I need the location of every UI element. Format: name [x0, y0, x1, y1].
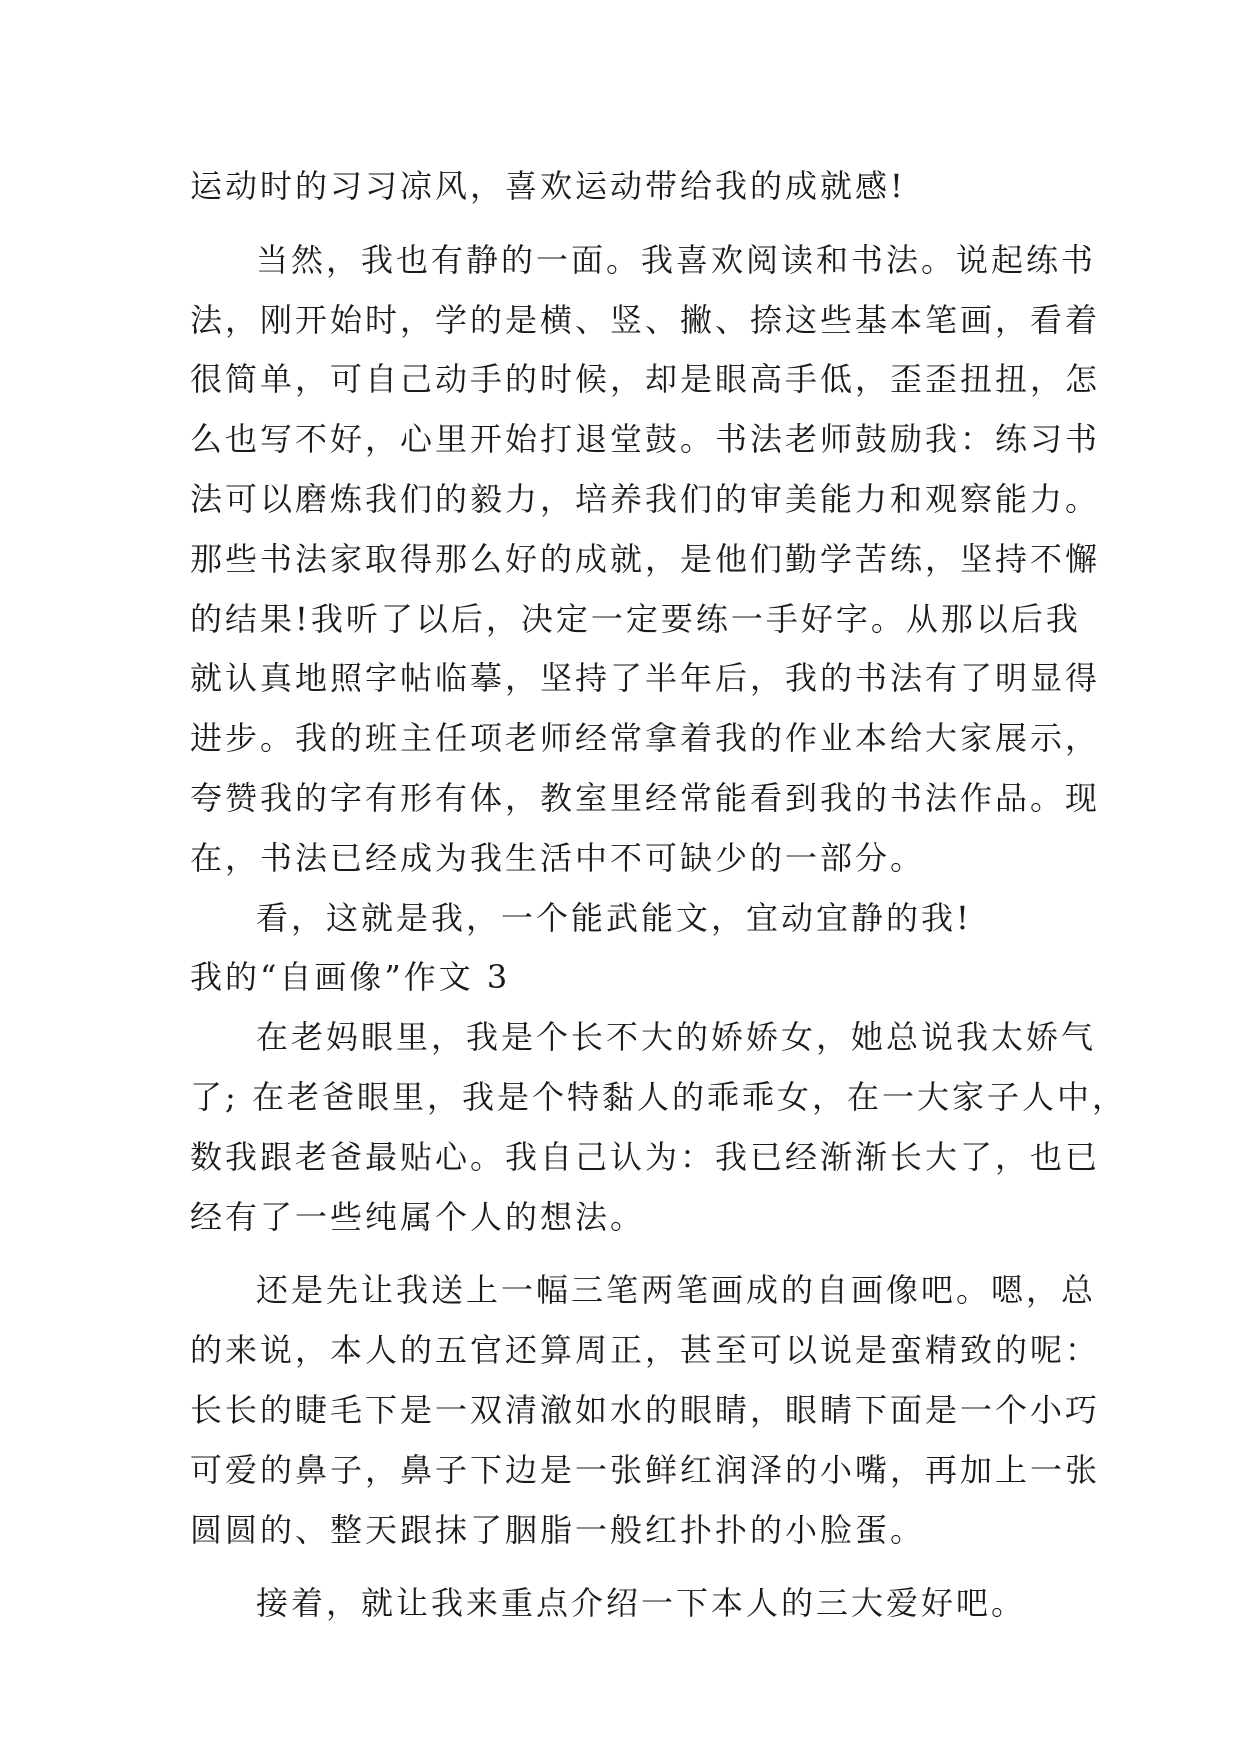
text-line: 运动时的习习凉风，喜欢运动带给我的成就感! — [190, 167, 906, 205]
text-line: 了; 在老爸眼里，我是个特黏人的乖乖女，在一大家子人中， — [190, 1077, 1127, 1116]
text-line: 夸赞我的字有形有体，教室里经常能看到我的书法作品。现 — [190, 778, 1101, 817]
line-gap — [190, 1247, 1070, 1261]
paragraph-first-line: 还是先让我送上一幅三笔两笔画成的自画像吧。嗯，总 — [256, 1271, 1097, 1310]
line-gap — [190, 1560, 1070, 1574]
text-line: 长长的睫毛下是一双清澈如水的眼睛，眼睛下面是一个小巧 — [190, 1390, 1101, 1429]
text-line: 法，刚开始时，学的是横、竖、撇、捺这些基本笔画，看着 — [190, 300, 1101, 339]
text-line: 可爱的鼻子，鼻子下边是一张鲜红润泽的小嘴，再加上一张 — [190, 1450, 1101, 1489]
text-line: 经有了一些纯属个人的想法。 — [190, 1197, 646, 1236]
text-line: 的结果!我听了以后，决定一定要练一手好字。从那以后我 — [190, 599, 1081, 638]
document-body — [190, 157, 1127, 1634]
text-line: 的来说，本人的五官还算周正，甚至可以说是蛮精致的呢： — [190, 1331, 1101, 1370]
text-line: 进步。我的班主任项老师经常拿着我的作业本给大家展示， — [190, 719, 1101, 758]
section-heading: 我的“自画像”作文 3 — [190, 958, 511, 997]
text-line: 法可以磨炼我们的毅力，培养我们的审美能力和观察能力。 — [190, 479, 1101, 518]
line-gap — [190, 217, 1070, 231]
paragraph-first-line: 当然，我也有静的一面。我喜欢阅读和书法。说起练书 — [256, 240, 1097, 279]
text-line: 数我跟老爸最贴心。我自己认为：我已经渐渐长大了，也已 — [190, 1137, 1101, 1176]
text-line: 那些书法家取得那么好的成就，是他们勤学苦练，坚持不懈 — [190, 539, 1101, 578]
text-line: 就认真地照字帖临摹，坚持了半年后，我的书法有了明显得 — [190, 659, 1101, 698]
text-line: 在，书法已经成为我生活中不可缺少的一部分。 — [190, 838, 926, 877]
paragraph-first-line: 在老妈眼里，我是个长不大的娇娇女，她总说我太娇气 — [256, 1018, 1097, 1057]
text-line: 么也写不好，心里开始打退堂鼓。书法老师鼓励我：练习书 — [190, 420, 1101, 459]
paragraph-first-line: 看，这就是我，一个能武能文，宜动宜静的我! — [256, 898, 972, 937]
paragraph-first-line: 接着，就让我来重点介绍一下本人的三大爱好吧。 — [256, 1584, 1027, 1623]
text-line: 圆圆的、整天跟抹了胭脂一般红扑扑的小脸蛋。 — [190, 1510, 926, 1549]
text-line: 很简单，可自己动手的时候，却是眼高手低，歪歪扭扭，怎 — [190, 360, 1101, 399]
